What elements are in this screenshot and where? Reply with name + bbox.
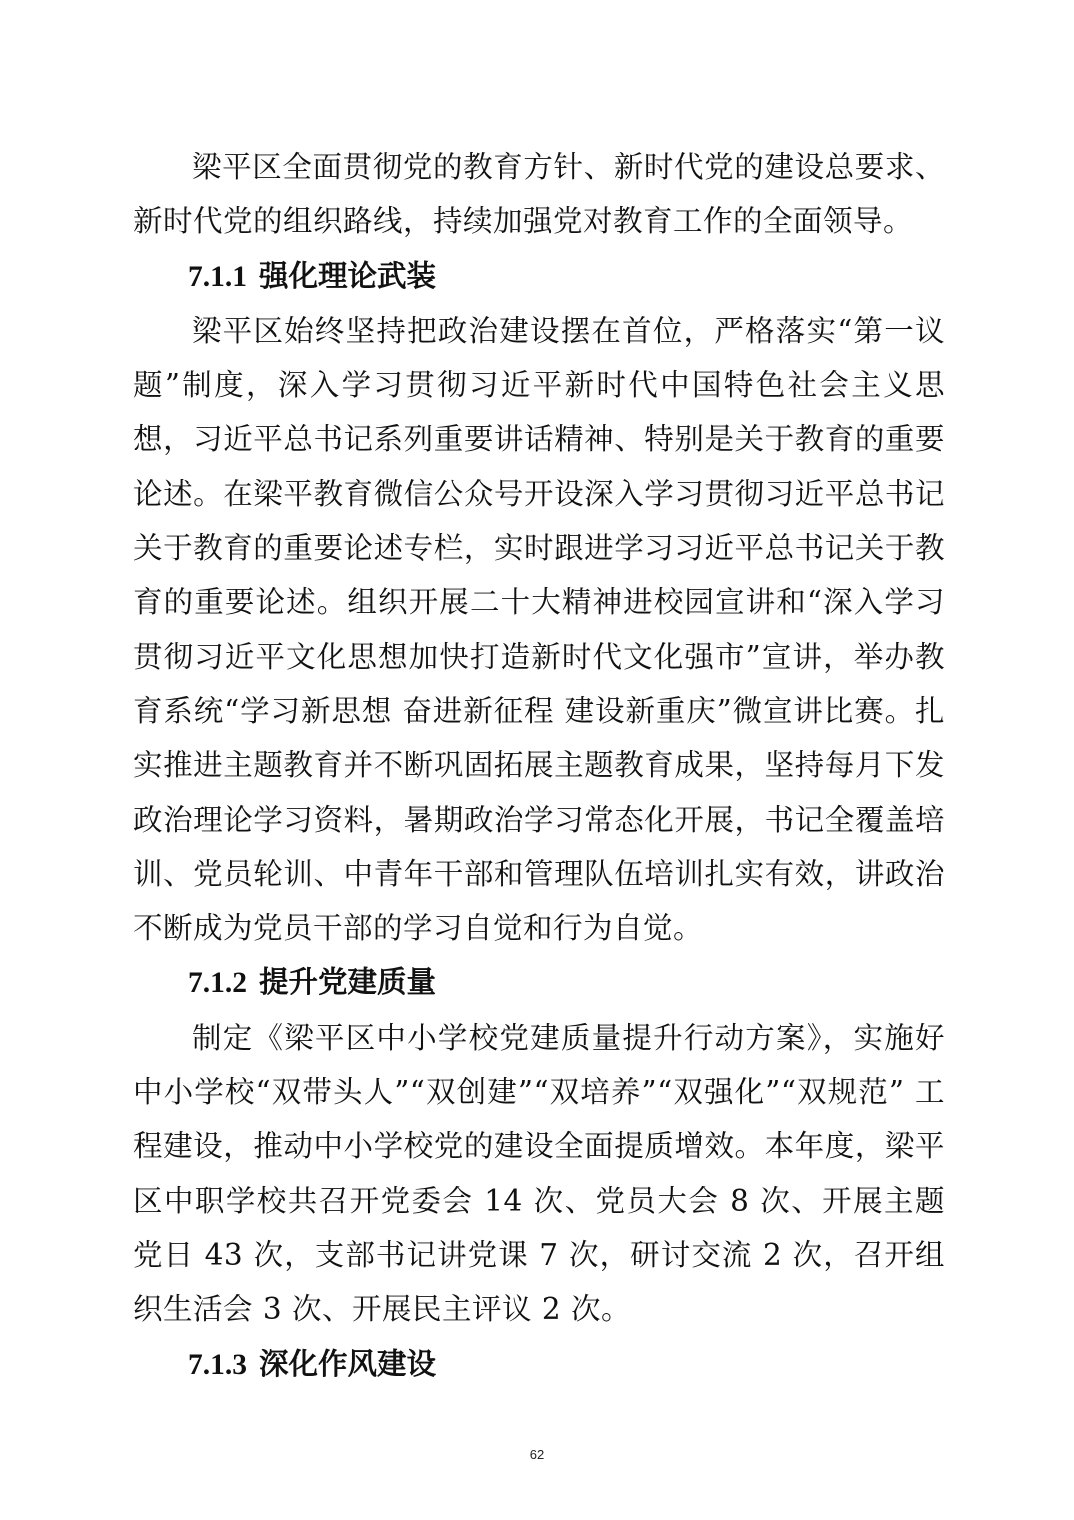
section-title: 深化作风建设 bbox=[259, 1346, 437, 1381]
paragraph-intro: 梁平区全面贯彻党的教育方针、新时代党的建设总要求、新时代党的组织路线，持续加强党对教育工作的全面领导。 bbox=[133, 150, 945, 239]
section-heading-7-1-1 bbox=[133, 249, 945, 304]
section-title: 提升党建质量 bbox=[259, 965, 437, 1000]
section-title: 强化理论武装 bbox=[259, 258, 437, 293]
paragraph-party-building: 制定《梁平区中小学校党建质量提升行动方案》，实施好中小学校“双带头人”“双创建”“双培养”“双强化”“双规范” 工程建设，推动中小学校党的建设全面提质增效。本年度，梁平区中职学校共召开党委会 14 次、党员大会 8 次、开展主题党日 43 次，支部书记讲党课 7 次，研讨交流 2 次，召开组织生活会 3 次、开展民主评议 2 次。 bbox=[133, 1020, 945, 1327]
section-heading-7-1-3 bbox=[133, 1337, 945, 1392]
page-number: 62 bbox=[529, 1447, 545, 1462]
section-number: 7.1.1 bbox=[188, 260, 247, 293]
section-number: 7.1.3 bbox=[188, 1348, 247, 1381]
page-content bbox=[133, 140, 945, 1392]
section-number: 7.1.2 bbox=[188, 967, 247, 1000]
section-heading-7-1-2 bbox=[133, 955, 945, 1010]
paragraph-theory: 梁平区始终坚持把政治建设摆在首位，严格落实“第一议题”制度，深入学习贯彻习近平新时代中国特色社会主义思想，习近平总书记系列重要讲话精神、特别是关于教育的重要论述。在梁平教育微信公众号开设深入学习贯彻习近平总书记关于教育的重要论述专栏，实时跟进学习习近平总书记关于教育的重要论述。组织开展二十大精神进校园宣讲和“深入学习贯彻习近平文化思想加快打造新时代文化强市”宣讲，举办教育系统“学习新思想 奋进新征程 建设新重庆”微宣讲比赛。扎实推进主题教育并不断巩固拓展主题教育成果，坚持每月下发政治理论学习资料，暑期政治学习常态化开展，书记全覆盖培训、党员轮训、中青年干部和管理队伍培训扎实有效，讲政治不断成为党员干部的学习自觉和行为自觉。 bbox=[133, 313, 945, 946]
